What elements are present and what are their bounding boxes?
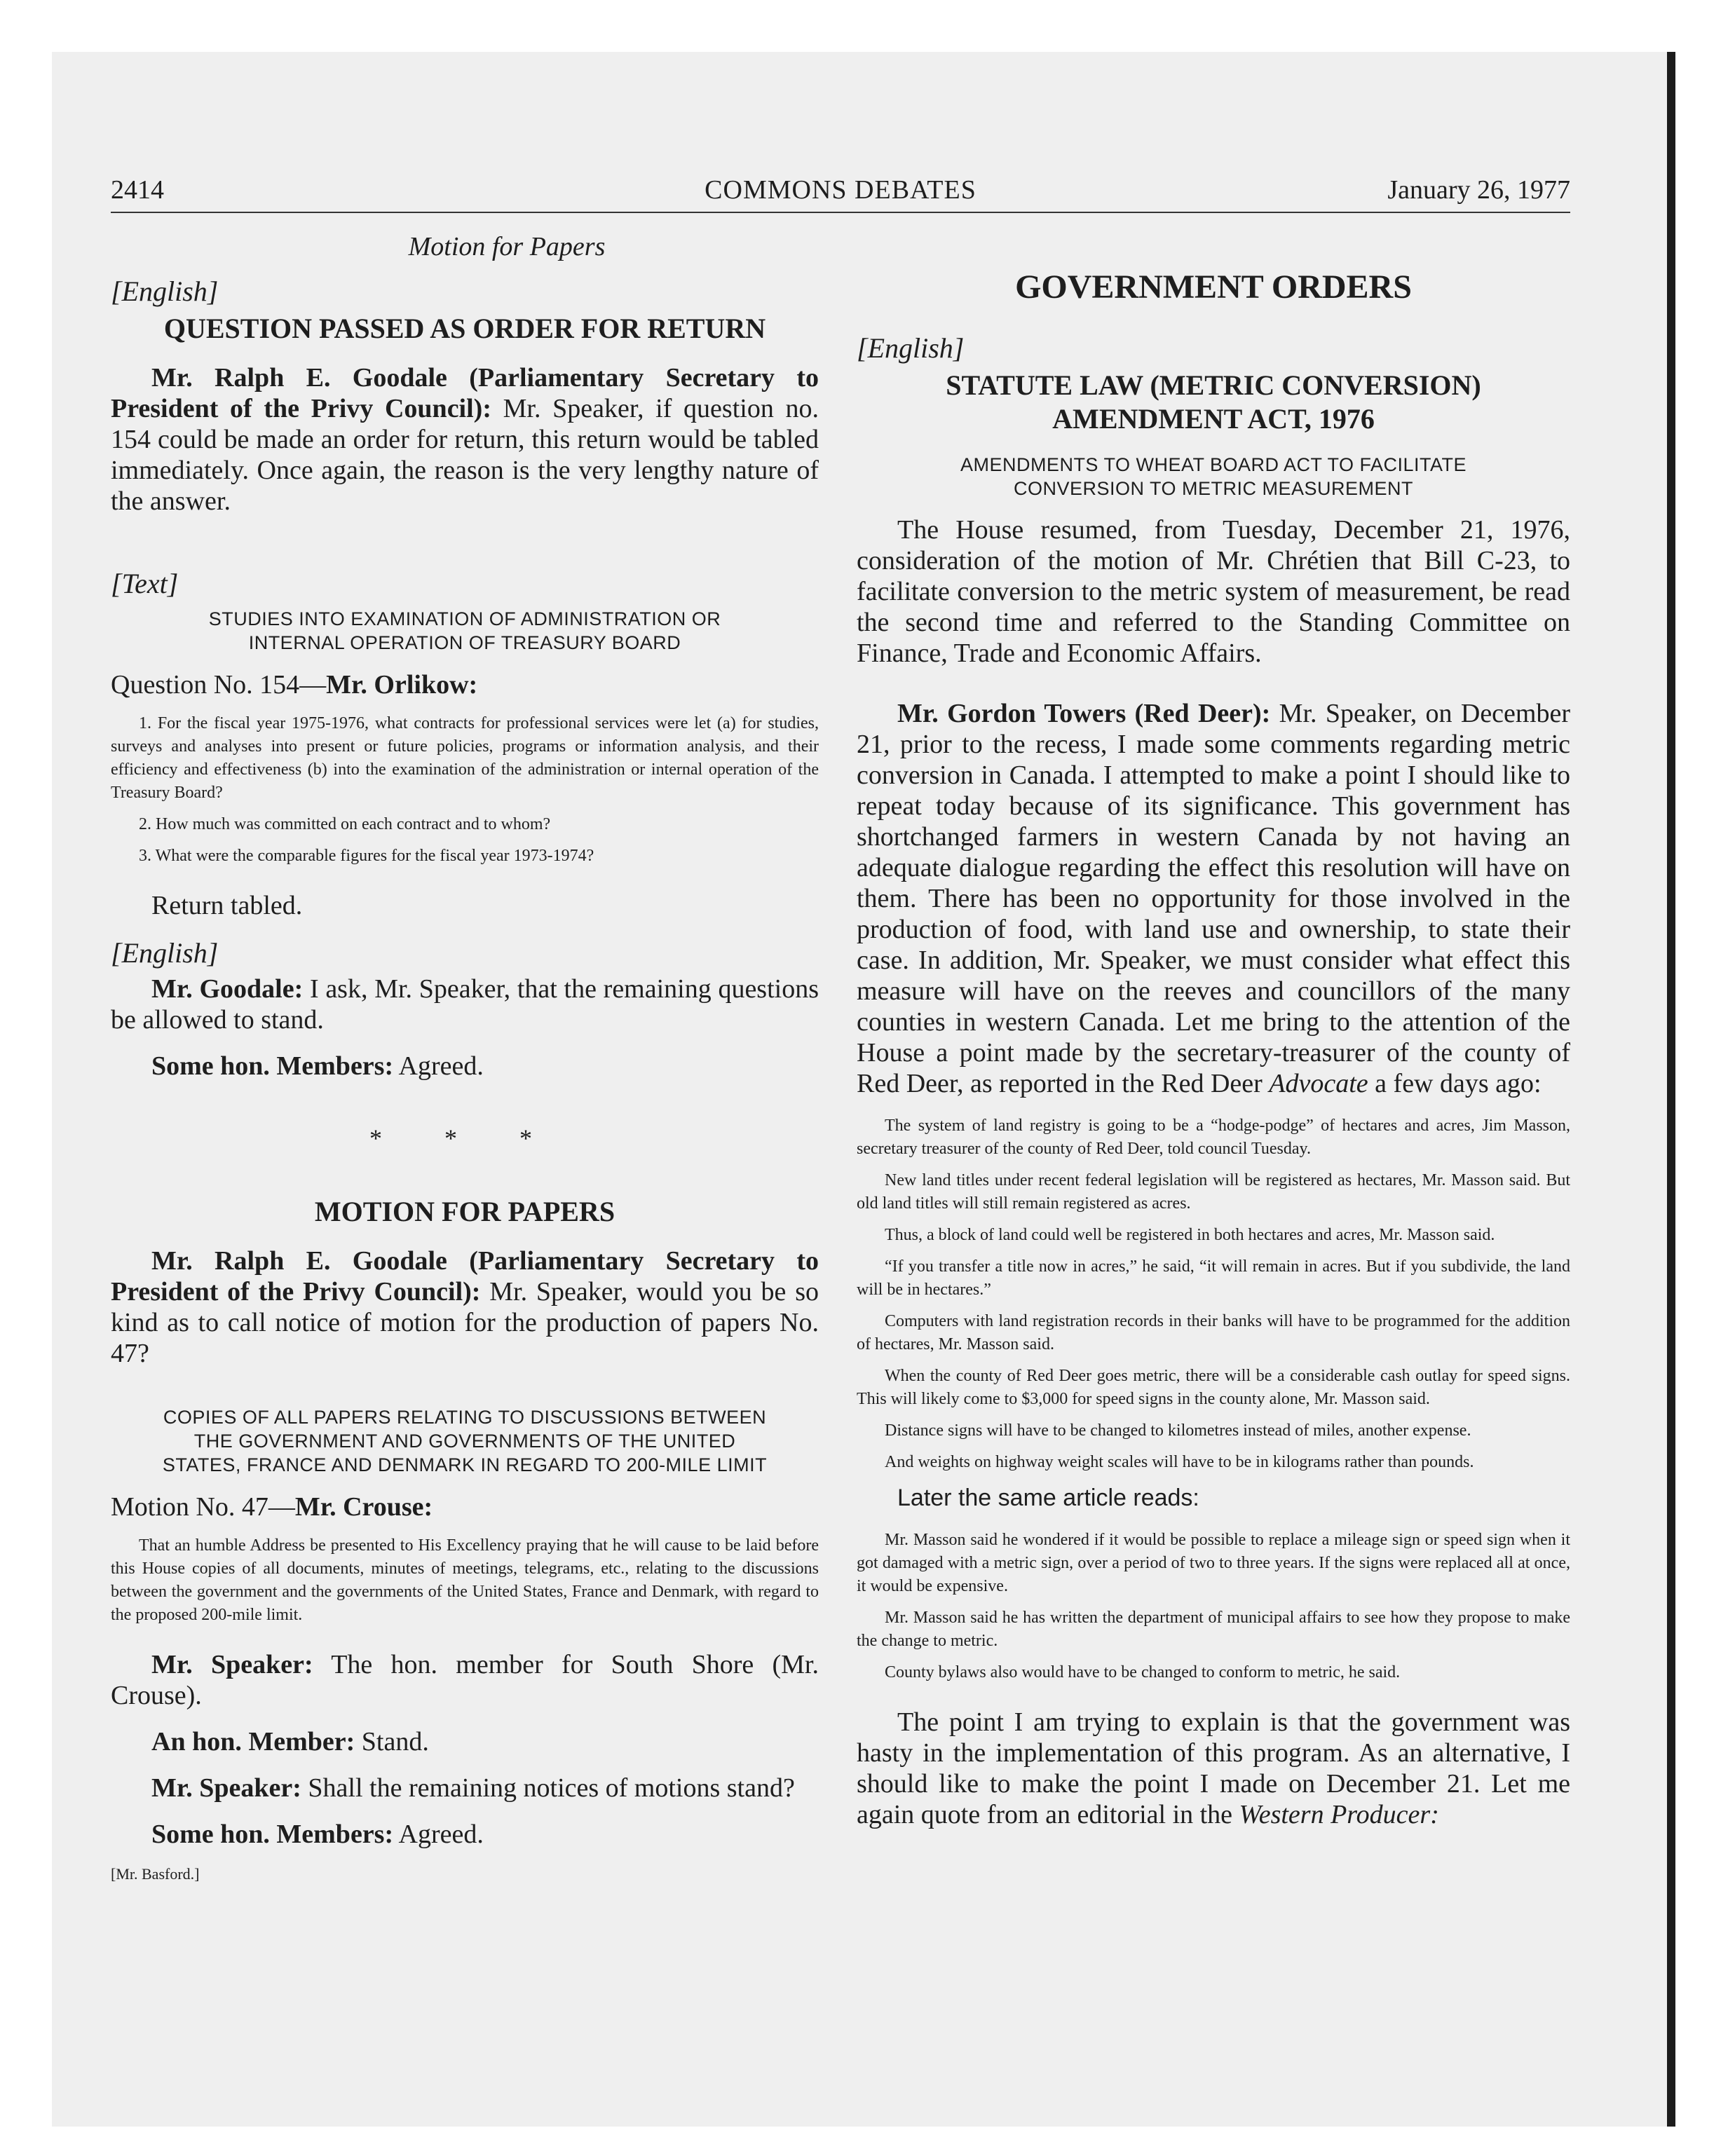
section-heading <box>857 369 1570 436</box>
page-date: January 26, 1977 <box>1387 175 1570 205</box>
question-item: 3. What were the comparable figures for the fiscal year 1973-1974? <box>139 847 594 865</box>
page-edge-shadow <box>1667 52 1675 2127</box>
quoted-paragraph: When the county of Red Deer goes metric, there will be a considerable cash outlay for speed signs. This will likely come to $3,000 for speed signs in the county alone, Mr. Masson said. <box>857 1367 1570 1408</box>
quoted-paragraph: County bylaws also would have to be changed to conform to metric, he said. <box>885 1663 1401 1681</box>
speech-text: Stand. <box>355 1727 429 1756</box>
subsection-heading-line: AMENDMENTS TO WHEAT BOARD ACT TO FACILITATE <box>960 454 1467 475</box>
speech-text: Mr. Speaker, if question no. 154 could be made an order for return, this return would be tabled immediately. Once again, the reason is the very lengthy nature of the answer. <box>111 394 819 516</box>
quoted-paragraph: Mr. Masson said he has written the department of municipal affairs to see how they propose to make the change to metric. <box>857 1609 1570 1650</box>
subsection-heading <box>857 453 1570 500</box>
footnote: [Mr. Basford.] <box>111 1865 200 1883</box>
page-header <box>111 172 1570 213</box>
language-tag: [English] <box>111 275 219 307</box>
speech-paragraph <box>857 698 1570 1099</box>
speech-text: Mr. Speaker, would you be so kind as to call notice of motion for the production of papers No. 47? <box>111 1277 819 1368</box>
question-member: Mr. Orlikow: <box>326 670 478 700</box>
speech-paragraph <box>111 1819 819 1850</box>
speech-text: Agreed. <box>393 1820 484 1849</box>
quoted-paragraph: Computers with land registration records in their banks will have to be programmed for the addition of hectares, Mr. Masson said. <box>857 1312 1570 1353</box>
speaker-name: Mr. Speaker: <box>151 1773 301 1803</box>
speech-paragraph <box>111 1726 819 1757</box>
quoted-paragraph: Mr. Masson said he wondered if it would be possible to replace a mileage sign or speed sign when it got damaged with a metric sign, over a period of two to three years. If the signs were replaced all at once, it would be expensive. <box>857 1531 1570 1595</box>
quoted-paragraph: Distance signs will have to be changed to kilometres instead of miles, another expense. <box>885 1421 1471 1440</box>
speech-paragraph <box>111 1051 819 1082</box>
language-tag: [English] <box>111 937 219 969</box>
right-column <box>857 226 1570 1845</box>
question-item: 2. How much was committed on each contract and to whom? <box>139 815 551 833</box>
speech-paragraph: Later the same article reads: <box>897 1485 1199 1511</box>
publication-title: COMMONS DEBATES <box>705 175 977 205</box>
quoted-paragraph: And weights on highway weight scales will have to be in kilograms rather than pounds. <box>885 1453 1474 1471</box>
subsection-heading <box>111 1405 819 1477</box>
section-heading-line: STATUTE LAW (METRIC CONVERSION) <box>946 369 1481 401</box>
speaker-name: Mr. Gordon Towers (Red Deer): <box>897 699 1271 728</box>
speech-text: The hon. member for South Shore (Mr. Crouse). <box>111 1650 819 1710</box>
question-item: 1. For the fiscal year 1975-1976, what contracts for professional services were let (a) for studies, surveys and analyses into present or future policies, programs or information analysis, and their efficiency and effectiveness (b) into the examination of the administration or internal operation of the Treasury Board? <box>111 714 819 802</box>
speech-paragraph <box>111 1649 819 1711</box>
speaker-name: Mr. Ralph E. Goodale (Parliamentary Secretary to President of the Privy Council): <box>111 363 819 423</box>
newspaper-name: Western Producer: <box>1239 1800 1439 1829</box>
subsection-heading <box>111 607 819 655</box>
page-number: 2414 <box>111 175 164 205</box>
section-heading-line: AMENDMENT ACT, 1976 <box>1052 403 1375 435</box>
quoted-paragraph: “If you transfer a title now in acres,” he said, “it will remain in acres. But if you subdivide, the land will be in hectares.” <box>857 1257 1570 1299</box>
language-tag: [Text] <box>111 568 179 599</box>
section-divider-stars: * * * <box>369 1124 560 1152</box>
speaker-name: Some hon. Members: <box>151 1820 394 1849</box>
question-line <box>111 669 819 701</box>
motion-member: Mr. Crouse: <box>294 1492 433 1522</box>
speech-text: The point I am trying to explain is that the government was hasty in the implementation of this program. As an alternative, I should like to make the point I made on December 21. Let me again quote from an editorial in the <box>857 1707 1570 1829</box>
speech-paragraph <box>111 1773 819 1803</box>
section-heading: QUESTION PASSED AS ORDER FOR RETURN <box>163 313 766 344</box>
motion-text: That an humble Address be presented to His Excellency praying that he will cause to be laid before this House copies of all documents, minutes of meetings, telegrams, etc., relating to the discussions between the government and the governments of the United States, France and Denmark, with regard to the proposed 200-mile limit. <box>111 1536 819 1624</box>
speaker-name: Mr. Speaker: <box>151 1650 313 1679</box>
subsection-heading-line: COPIES OF ALL PAPERS RELATING TO DISCUSSIONS BETWEEN <box>163 1407 767 1428</box>
speech-text: Shall the remaining notices of motions stand? <box>301 1773 795 1803</box>
subsection-heading-line: STUDIES INTO EXAMINATION OF ADMINISTRATION OR <box>208 608 721 629</box>
section-heading: MOTION FOR PAPERS <box>314 1196 615 1227</box>
speech-text: a few days ago: <box>1368 1069 1542 1098</box>
quoted-paragraph: The system of land registry is going to be a “hodge-podge” of hectares and acres, Jim Masson, secretary treasurer of the county of Red Deer, told council Tuesday. <box>857 1117 1570 1158</box>
speech-paragraph <box>857 1707 1570 1830</box>
subsection-heading-line: INTERNAL OPERATION OF TREASURY BOARD <box>248 632 681 653</box>
return-tabled: Return tabled. <box>151 891 303 920</box>
speaker-name: Some hon. Members: <box>151 1051 394 1081</box>
speech-paragraph: The House resumed, from Tuesday, December 21, 1976, consideration of the motion of Mr. Chrétien that Bill C-23, to facilitate conversion to the metric system of measurement, be read the second time and referred to the Standing Committee on Finance, Trade and Economic Affairs. <box>857 515 1570 668</box>
subsection-heading-line: CONVERSION TO METRIC MEASUREMENT <box>1013 478 1414 499</box>
newspaper-name: Advocate <box>1269 1069 1368 1098</box>
speech-paragraph <box>111 362 819 517</box>
motion-number: Motion No. 47— <box>111 1492 295 1522</box>
main-heading: GOVERNMENT ORDERS <box>1015 268 1412 306</box>
quoted-paragraph: New land titles under recent federal legislation will be registered as hectares, Mr. Masson said. But old land titles will still remain registered as acres. <box>857 1171 1570 1213</box>
speech-paragraph <box>111 974 819 1035</box>
speech-paragraph <box>111 1246 819 1369</box>
speech-text: Mr. Speaker, on December 21, prior to the recess, I made some comments regarding metric conversion in Canada. I attempted to make a point I should like to repeat today because of its significance. This government has shortchanged farmers in western Canada by not having an adequate dialogue regarding the effect this resolution will have on them. There has been no opportunity for those involved in the production of food, with land use and ownership, to state their case. In addition, Mr. Speaker, we must consider what effect this measure will have on the reeves and councillors of the many counties in western Canada. Let me bring to the attention of the House a point made by the secretary-treasurer of the county of Red Deer, as reported in the Red Deer <box>857 699 1570 1098</box>
left-column <box>111 226 819 1883</box>
speaker-name: An hon. Member: <box>151 1727 355 1756</box>
speech-text: I ask, Mr. Speaker, that the remaining questions be allowed to stand. <box>111 974 819 1035</box>
subsection-heading-line: STATES, FRANCE AND DENMARK IN REGARD TO 200-MILE LIMIT <box>162 1454 768 1475</box>
speech-text: Agreed. <box>393 1051 484 1081</box>
subsection-heading-line: THE GOVERNMENT AND GOVERNMENTS OF THE UNITED <box>193 1431 736 1452</box>
language-tag: [English] <box>857 332 965 364</box>
quoted-paragraph: Thus, a block of land could well be registered in both hectares and acres, Mr. Masson said. <box>885 1226 1495 1244</box>
speaker-name: Mr. Ralph E. Goodale (Parliamentary Secretary to President of the Privy Council): <box>111 1246 819 1306</box>
motion-line <box>111 1491 819 1523</box>
question-number: Question No. 154— <box>111 670 327 700</box>
speaker-name: Mr. Goodale: <box>151 974 304 1004</box>
running-head: Motion for Papers <box>408 232 606 261</box>
